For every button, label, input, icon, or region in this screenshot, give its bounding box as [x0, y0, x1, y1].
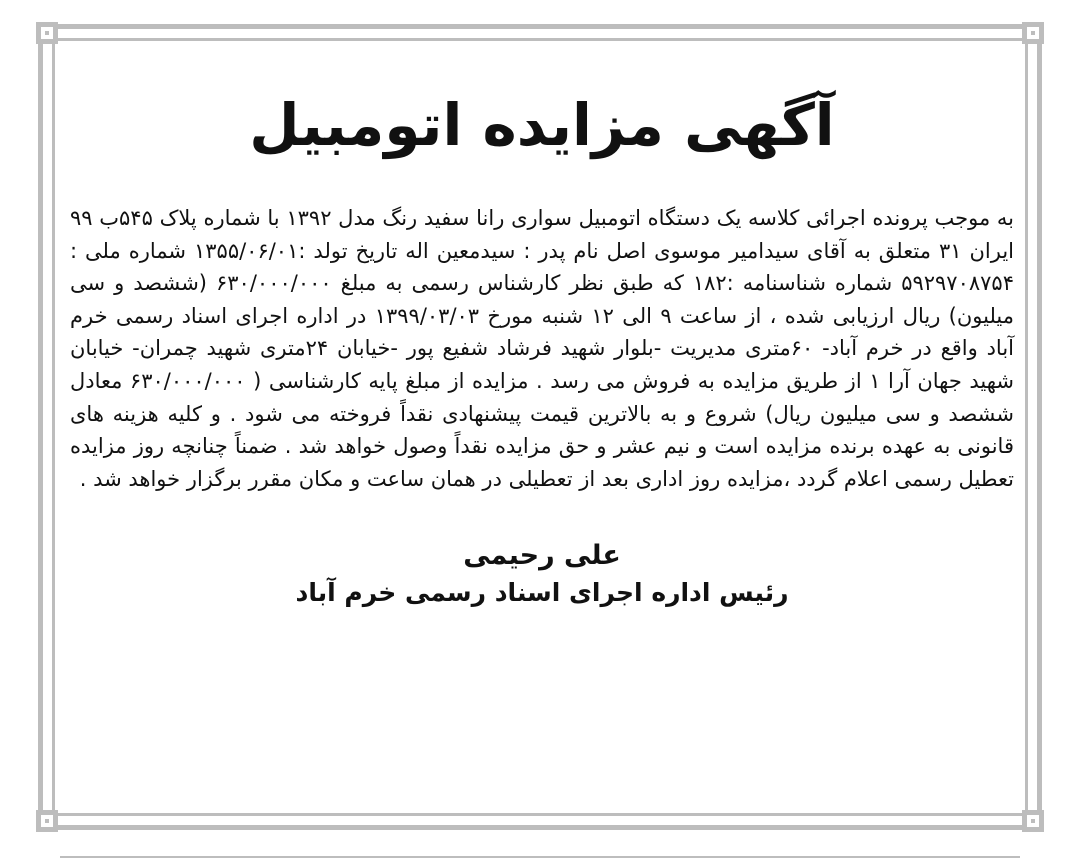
notice-content	[70, 80, 1014, 611]
corner-ornament-bottom-left	[36, 810, 58, 832]
signatory-name: علی رحیمی	[463, 540, 621, 572]
corner-ornament-bottom-right	[1022, 810, 1044, 832]
bottom-divider	[60, 856, 1020, 858]
signature-block	[70, 537, 1014, 611]
corner-ornament-top-right	[1022, 22, 1044, 44]
notice-body: به موجب پرونده اجرائی کلاسه یک دستگاه اتومبیل سواری رانا سفید رنگ مدل ۱۳۹۲ با شماره پلاک ۵۴۵ب ۹۹ ایران ۳۱ متعلق به آقای سیدامیر موسوی اصل نام پدر : سیدمعین اله تاریخ تولد :۱۳۵۵/۰۶/۰۱ شماره ملی : ۵۹۲۹۷۰۸۷۵۴ شماره شناسنامه :۱۸۲ که طبق نظر کارشناس رسمی به مبلغ ۶۳۰/۰۰۰/۰۰۰ (ششصد و سی میلیون) ریال ارزیابی شده ، از ساعت ۹ الی ۱۲ شنبه مورخ ۱۳۹۹/۰۳/۰۳ در اداره اجرای اسناد رسمی خرم آباد واقع در خرم آباد- ۶۰متری مدیریت -بلوار شهید فرشاد شفیع پور -خیابان ۲۴متری شهید چمران- خیابان شهید جهان آرا ۱ از طریق مزایده به فروش می رسد . مزایده از مبلغ پایه کارشناسی ( ۶۳۰/۰۰۰/۰۰۰ معادل ششصد و سی میلیون ریال) شروع و به بالاترین قیمت پیشنهادی نقداً فروخته می شود . و کلیه هزینه های قانونی به عهده برنده مزایده است و نیم عشر و حق مزایده نقداً وصول خواهد شد . ضمناً چنانچه روز مزایده تعطیل رسمی اعلام گردد ،مزایده روز اداری بعد از تعطیلی در همان ساعت و مکان مقرر برگزار خواهد شد .	[70, 206, 1015, 491]
corner-ornament-top-left	[36, 22, 58, 44]
notice-title: آگهی مزایده اتومبیل	[249, 91, 835, 159]
signatory-title: رئیس اداره اجرای اسناد رسمی خرم آباد	[295, 578, 789, 608]
